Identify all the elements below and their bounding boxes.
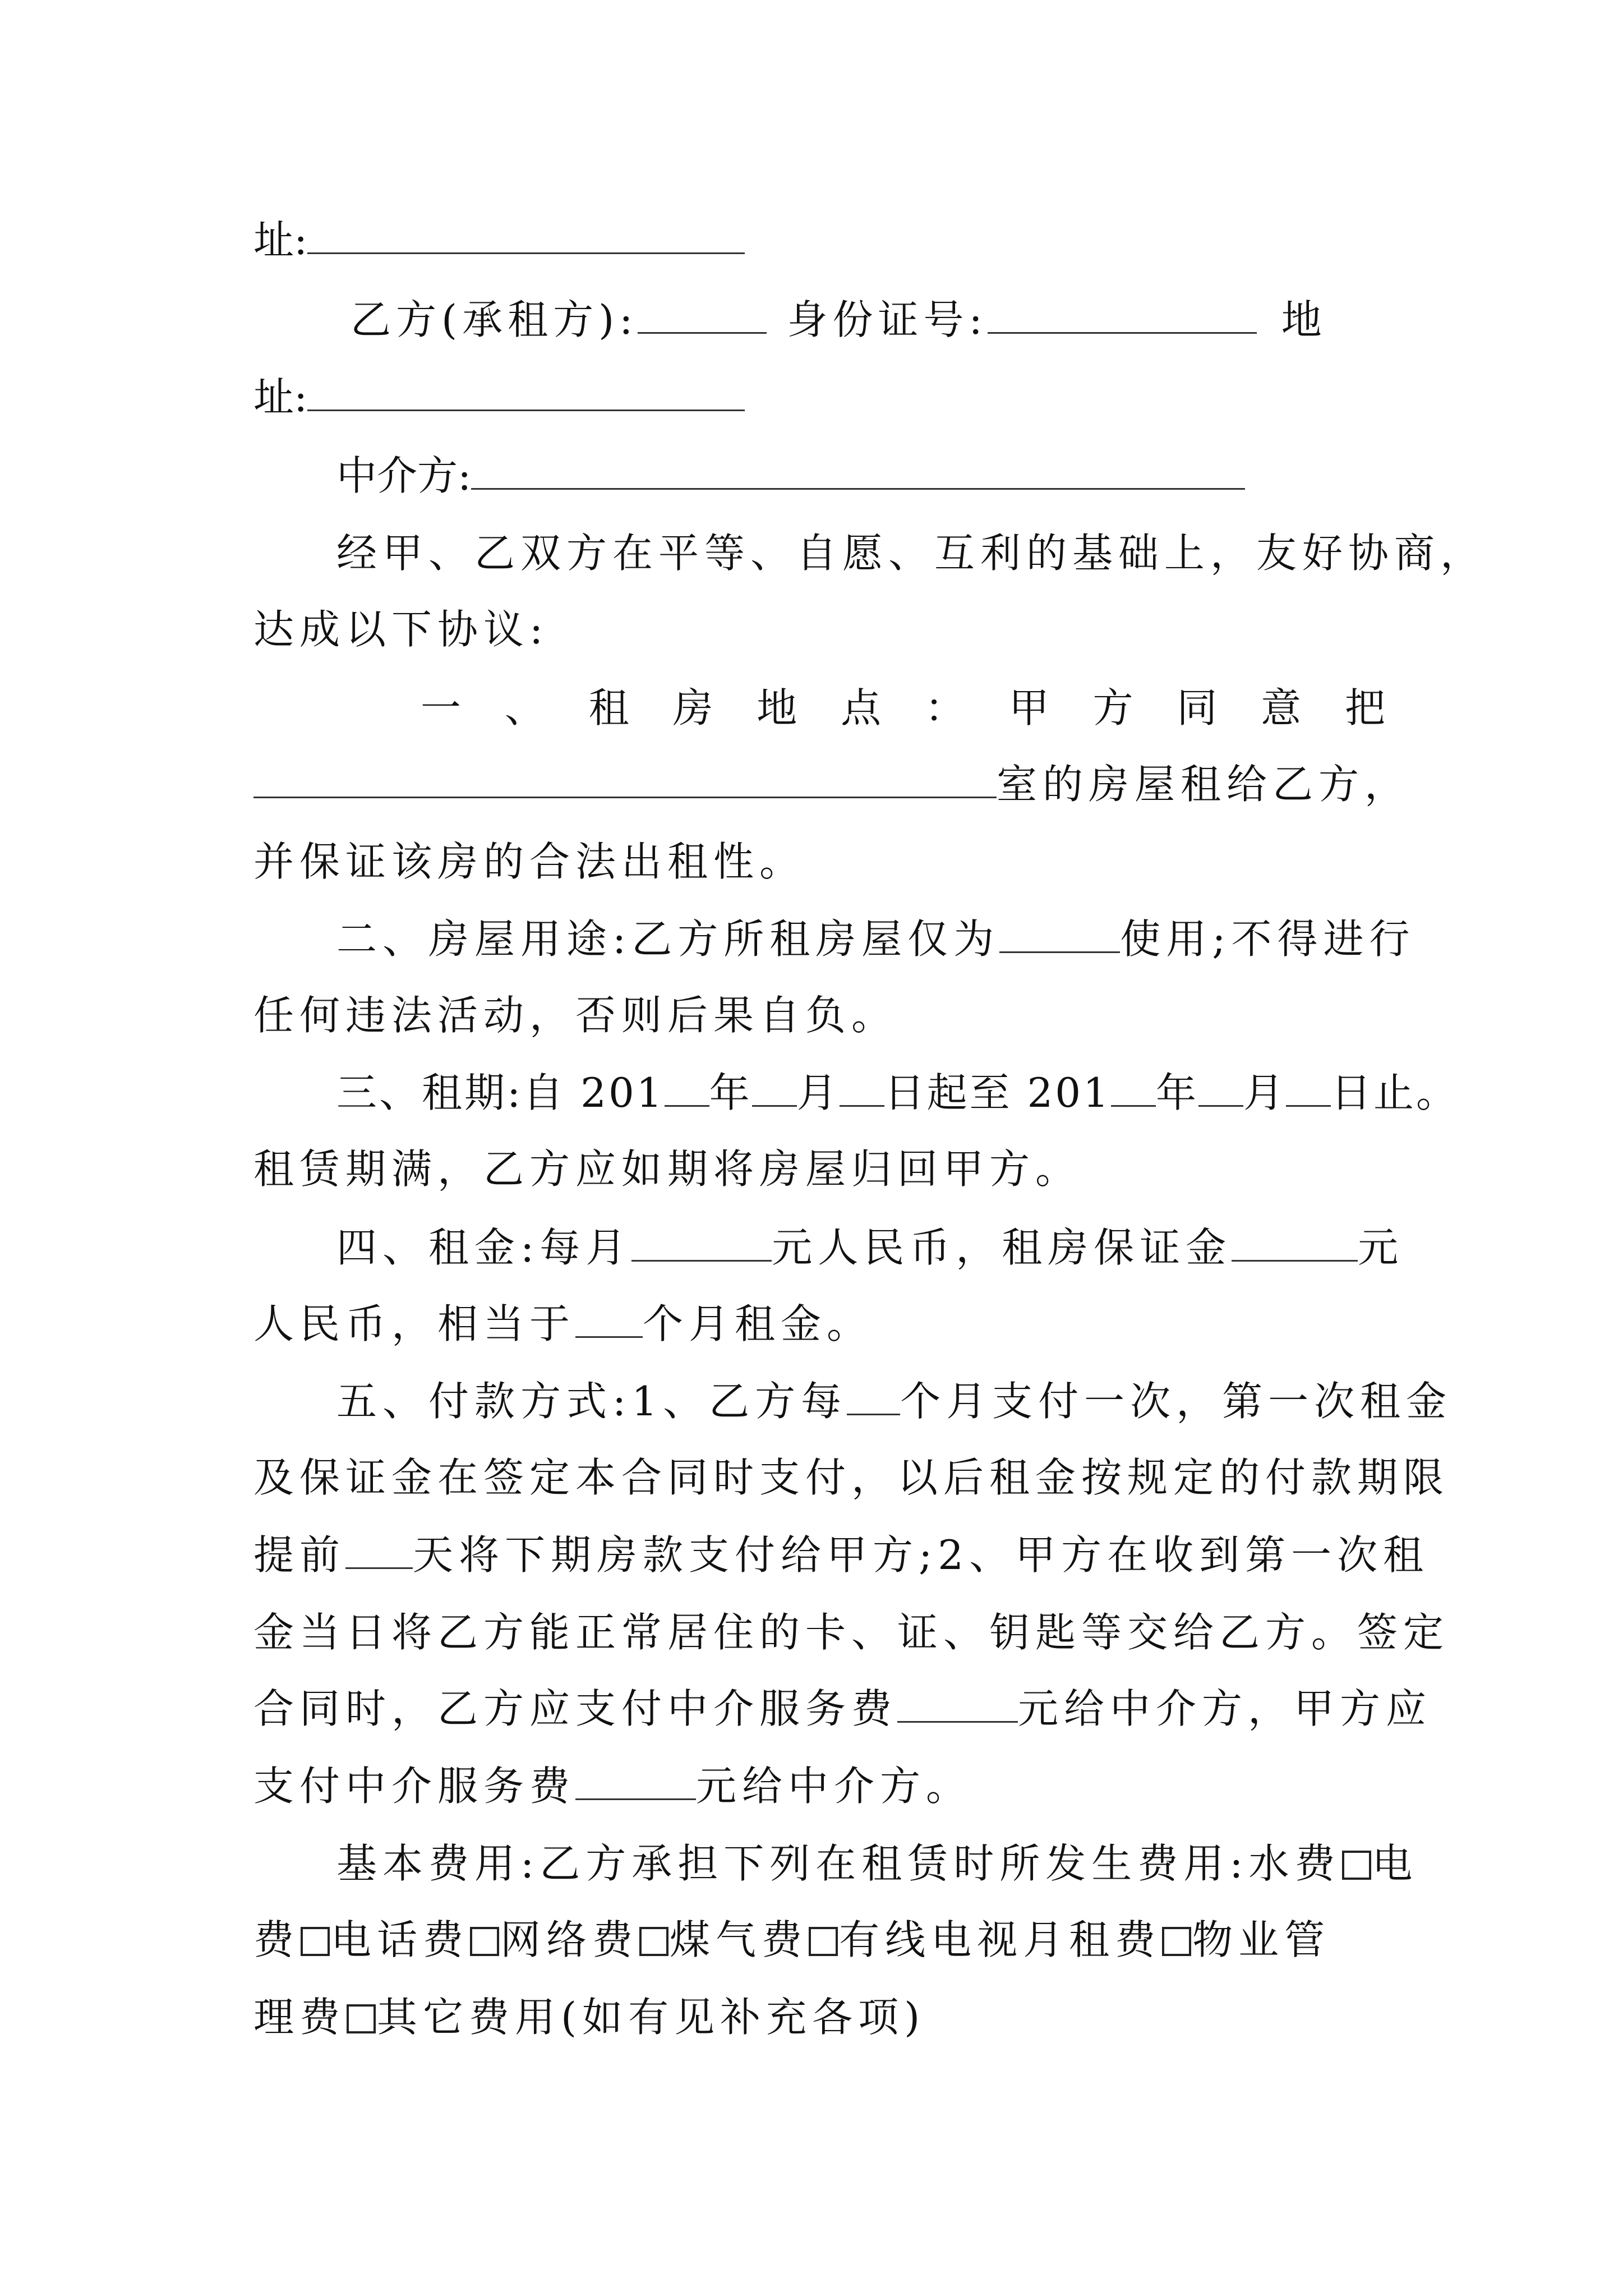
clause-4-cont bbox=[253, 1297, 1385, 1351]
property-management-fee-checkbox[interactable] bbox=[347, 2004, 376, 2033]
clause-2-text-b: 使用;不得进行 bbox=[1120, 915, 1415, 963]
party-b-line bbox=[351, 293, 1385, 347]
year-label: 年 bbox=[709, 1069, 752, 1116]
clause-1-heading-char: 租 bbox=[588, 684, 629, 731]
month-label: 月 bbox=[796, 1069, 840, 1116]
id-number-blank bbox=[988, 296, 1257, 334]
lease-end-label: 日起至 201 bbox=[884, 1069, 1111, 1116]
start-month-blank bbox=[752, 1069, 797, 1107]
clause-5-line-4 bbox=[253, 1605, 1450, 1659]
address-line-party-b bbox=[253, 370, 1385, 424]
clause-1-heading-char: 同 bbox=[1177, 684, 1218, 731]
clause-1-heading bbox=[421, 681, 1385, 735]
cable-tv-fee-checkbox[interactable] bbox=[1162, 1927, 1191, 1956]
clause-5-text: 及保证金在签定本合同时支付，以后租金按规定的付款期限 bbox=[253, 1454, 1450, 1501]
payment-method-label: 五、付款方式:1、乙方每 bbox=[336, 1378, 847, 1425]
address-line-party-a bbox=[253, 213, 1385, 267]
start-year-blank bbox=[665, 1069, 709, 1107]
intro-text-cont: 达成以下协议: bbox=[253, 606, 549, 653]
clause-2-text-cont: 任何违法活动，否则后果自负。 bbox=[253, 992, 898, 1039]
intro-text: 经甲、乙双方在平等、自愿、互利的基础上，友好协商， bbox=[336, 530, 1487, 577]
agent-blank bbox=[471, 452, 1245, 490]
clause-5-text: 天将下期房款支付给甲方;2、甲方在收到第一次租 bbox=[413, 1531, 1430, 1579]
clause-5-text: 提前 bbox=[253, 1531, 346, 1579]
clause-5-text: 元给中介方。 bbox=[696, 1763, 972, 1810]
basic-fees-line-3 bbox=[253, 1990, 1385, 2044]
clause-1-heading-char: 把 bbox=[1344, 684, 1385, 731]
start-day-blank bbox=[840, 1069, 884, 1107]
basic-fees-text: 电 bbox=[1372, 1840, 1418, 1887]
clause-5-line-6 bbox=[253, 1759, 1385, 1813]
fee-label: 煤气费 bbox=[670, 1916, 808, 1963]
address-blank bbox=[307, 217, 745, 254]
party-b-name-blank bbox=[638, 296, 767, 334]
paragraph-intro bbox=[336, 526, 1487, 580]
clause-4 bbox=[336, 1221, 1404, 1274]
clause-5-text: 金当日将乙方能正常居住的卡、证、钥匙等交给乙方。签定 bbox=[253, 1609, 1450, 1656]
fee-label: 其它费用(如有见补充各项) bbox=[377, 1994, 926, 2041]
fee-label: 理费 bbox=[253, 1994, 346, 2041]
agent-label: 中介方: bbox=[336, 452, 472, 499]
gas-fee-checkbox[interactable] bbox=[809, 1927, 838, 1956]
clause-1-heading-char: 方 bbox=[1092, 684, 1133, 731]
basic-fees-line-2 bbox=[253, 1913, 1385, 1967]
usage-blank bbox=[999, 915, 1120, 953]
clause-1-text-cont: 并保证该房的合法出租性。 bbox=[253, 838, 806, 885]
advance-days-blank bbox=[345, 1531, 413, 1569]
id-number-label: 身份证号: bbox=[787, 296, 988, 343]
address-blank bbox=[307, 374, 745, 411]
day-end-label: 日止。 bbox=[1330, 1069, 1459, 1116]
agent-line bbox=[336, 449, 1385, 503]
internet-fee-checkbox[interactable] bbox=[639, 1927, 668, 1956]
payment-interval-blank bbox=[847, 1378, 900, 1415]
fee-label: 网络费 bbox=[500, 1916, 639, 1963]
basic-fees-text: 基本费用:乙方承担下列在租赁时所发生费用:水费 bbox=[336, 1840, 1341, 1887]
landlord-agency-fee-blank bbox=[575, 1763, 696, 1800]
basic-fees bbox=[336, 1837, 1418, 1890]
fee-label: 物业管 bbox=[1192, 1916, 1331, 1963]
deposit-blank bbox=[1232, 1224, 1358, 1262]
payment-method-text: 个月支付一次，第一次租金 bbox=[900, 1378, 1453, 1425]
clause-2-text: 二、房屋用途:乙方所租房屋仅为 bbox=[336, 915, 1000, 963]
monthly-rent-blank bbox=[631, 1224, 772, 1262]
clause-1-heading-chars bbox=[421, 681, 1385, 735]
clause-5-line-2 bbox=[253, 1451, 1450, 1504]
currency-unit: 元 bbox=[1358, 1224, 1404, 1271]
address-label-start: 地 bbox=[1281, 296, 1327, 343]
clause-1-line-2 bbox=[253, 757, 1411, 811]
party-b-label: 乙方(承租方): bbox=[351, 296, 638, 343]
clause-5-line-3 bbox=[253, 1528, 1430, 1582]
clause-1-line-3 bbox=[253, 835, 1385, 889]
end-month-blank bbox=[1198, 1069, 1243, 1107]
clause-3 bbox=[336, 1066, 1459, 1120]
clause-3-cont bbox=[253, 1142, 1385, 1196]
fee-label: 费 bbox=[253, 1916, 300, 1963]
deposit-label: 元人民币，租房保证金 bbox=[772, 1224, 1232, 1271]
clause-1-heading-char: 甲 bbox=[1008, 684, 1049, 731]
paragraph-intro-cont bbox=[253, 602, 1385, 656]
clause-3-text-cont: 租赁期满，乙方应如期将房屋归回甲方。 bbox=[253, 1145, 1082, 1193]
room-address-blank bbox=[253, 761, 997, 798]
clause-5-text: 元给中介方，甲方应 bbox=[1018, 1685, 1432, 1732]
lease-start-label: 三、租期:自 201 bbox=[336, 1069, 665, 1116]
clause-1-heading-char: 、 bbox=[504, 684, 545, 731]
clause-5-text: 支付中介服务费 bbox=[253, 1763, 576, 1810]
clause-4-text-end: 个月租金。 bbox=[643, 1300, 873, 1347]
clause-4-text-cont: 人民币，相当于 bbox=[253, 1300, 576, 1347]
rent-label: 四、租金:每月 bbox=[336, 1224, 632, 1271]
fee-label: 有线电视月租费 bbox=[839, 1916, 1161, 1963]
fee-label: 电话费 bbox=[331, 1916, 469, 1963]
phone-fee-checkbox[interactable] bbox=[470, 1927, 499, 1956]
clause-5 bbox=[336, 1374, 1453, 1428]
end-day-blank bbox=[1286, 1069, 1331, 1107]
year-label: 年 bbox=[1155, 1069, 1198, 1116]
clause-5-line-5 bbox=[253, 1682, 1432, 1736]
clause-1-heading-char: 意 bbox=[1261, 684, 1302, 731]
clause-1-heading-char: 地 bbox=[757, 684, 797, 731]
clause-1-heading-char: 房 bbox=[672, 684, 713, 731]
clause-1-heading-char: 点 bbox=[841, 684, 882, 731]
clause-2 bbox=[336, 912, 1415, 966]
month-label: 月 bbox=[1243, 1069, 1286, 1116]
clause-5-text: 合同时，乙方应支付中介服务费 bbox=[253, 1685, 898, 1732]
clause-2-cont bbox=[253, 988, 1385, 1042]
address-label: 址: bbox=[253, 217, 308, 264]
water-fee-checkbox[interactable] bbox=[1342, 1851, 1371, 1880]
electricity-fee-checkbox[interactable] bbox=[301, 1927, 330, 1956]
clause-1-heading-char: 一 bbox=[421, 684, 462, 731]
months-blank bbox=[575, 1300, 643, 1338]
address-label: 址: bbox=[253, 374, 308, 421]
clause-1-heading-char: ： bbox=[924, 684, 965, 731]
clause-1-text: 室的房屋租给乙方， bbox=[997, 761, 1411, 808]
tenant-agency-fee-blank bbox=[897, 1685, 1018, 1723]
end-year-blank bbox=[1111, 1069, 1156, 1107]
